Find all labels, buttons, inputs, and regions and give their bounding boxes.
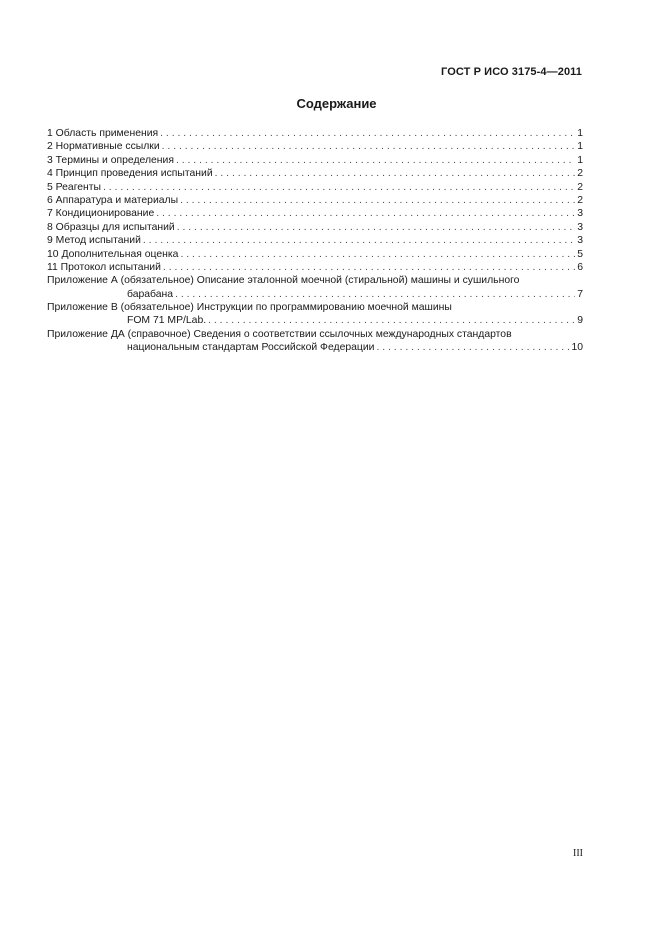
toc-entry[interactable] <box>47 261 583 274</box>
toc-entry[interactable] <box>47 194 583 207</box>
toc-entry-label: 6 Аппаратура и материалы <box>47 194 179 206</box>
page-number: III <box>573 848 583 859</box>
toc-entry-page: 3 <box>577 208 583 220</box>
toc-entry-page: 1 <box>577 154 583 166</box>
appendix-title: Приложение В (обязательное) Инструкции по программированию моечной машины <box>47 302 452 314</box>
toc-entry-label: 7 Кондиционирование <box>47 208 155 220</box>
leader-dots <box>143 234 575 247</box>
toc-appendix-a[interactable] <box>47 274 583 301</box>
leader-dots <box>103 181 575 194</box>
leader-dots <box>180 194 575 207</box>
appendix-page: 9 <box>577 315 583 327</box>
leader-dots <box>177 221 576 234</box>
appendix-continuation <box>47 314 583 327</box>
toc-entry-label: 9 Метод испытаний <box>47 235 141 247</box>
toc-entry-label: 1 Область применения <box>47 128 159 139</box>
appendix-page: 10 <box>571 342 583 354</box>
toc-entry-page: 2 <box>577 194 583 206</box>
appendix-title-cont: барабана <box>127 288 174 300</box>
toc-entry-label: 2 Нормативные ссылки <box>47 141 160 153</box>
toc-entry[interactable] <box>47 167 583 180</box>
toc-entry-label: 11 Протокол испытаний <box>47 261 161 273</box>
toc-entry-label: 10 Дополнительная оценка <box>47 248 179 260</box>
toc-entry-page: 3 <box>577 221 583 233</box>
toc-entry-label: 8 Образцы для испытаний <box>47 221 175 233</box>
leader-dots <box>175 288 575 301</box>
toc-entry-page: 3 <box>577 235 583 247</box>
table-of-contents <box>47 127 583 355</box>
toc-entry[interactable] <box>47 207 583 220</box>
appendix-continuation <box>47 288 583 301</box>
toc-appendix-b[interactable] <box>47 301 583 328</box>
toc-entry[interactable] <box>47 248 583 261</box>
toc-entry-label: 3 Термины и определения <box>47 154 174 166</box>
leader-dots <box>156 207 575 220</box>
leader-dots <box>160 127 575 140</box>
toc-entry-page: 5 <box>577 248 583 260</box>
document-code: ГОСТ Р ИСО 3175-4—2011 <box>441 66 582 78</box>
toc-entry-page: 2 <box>577 181 583 193</box>
toc-entry-page: 1 <box>577 128 583 139</box>
toc-entry-label: 5 Реагенты <box>47 181 102 193</box>
toc-entry[interactable] <box>47 140 583 153</box>
toc-entry[interactable] <box>47 154 583 167</box>
appendix-title: Приложение ДА (справочное) Сведения о соответствии ссылочных международных стандартов <box>47 328 512 340</box>
leader-dots <box>208 314 575 327</box>
leader-dots <box>376 341 569 354</box>
leader-dots <box>163 261 575 274</box>
appendix-page: 7 <box>577 288 583 300</box>
toc-entry-page: 1 <box>577 141 583 153</box>
appendix-title: Приложение А (обязательное) Описание эталонной моечной (стиральной) машины и сушильного <box>47 275 520 287</box>
toc-entry-page: 2 <box>577 168 583 180</box>
leader-dots <box>162 140 576 153</box>
appendix-continuation <box>47 341 583 354</box>
appendix-title-cont: FOM 71 MP/Lab. <box>127 315 207 327</box>
toc-entry[interactable] <box>47 221 583 234</box>
leader-dots <box>180 248 575 261</box>
toc-entry[interactable] <box>47 234 583 247</box>
leader-dots <box>215 167 576 180</box>
leader-dots <box>176 154 575 167</box>
toc-entry[interactable] <box>47 181 583 194</box>
toc-entry[interactable] <box>47 127 583 140</box>
appendix-title-cont: национальным стандартам Российской Федерации <box>127 342 375 354</box>
toc-title: Содержание <box>296 96 377 111</box>
toc-entry-page: 6 <box>577 261 583 273</box>
toc-entry-label: 4 Принцип проведения испытаний <box>47 168 213 180</box>
toc-appendix-da[interactable] <box>47 328 583 355</box>
